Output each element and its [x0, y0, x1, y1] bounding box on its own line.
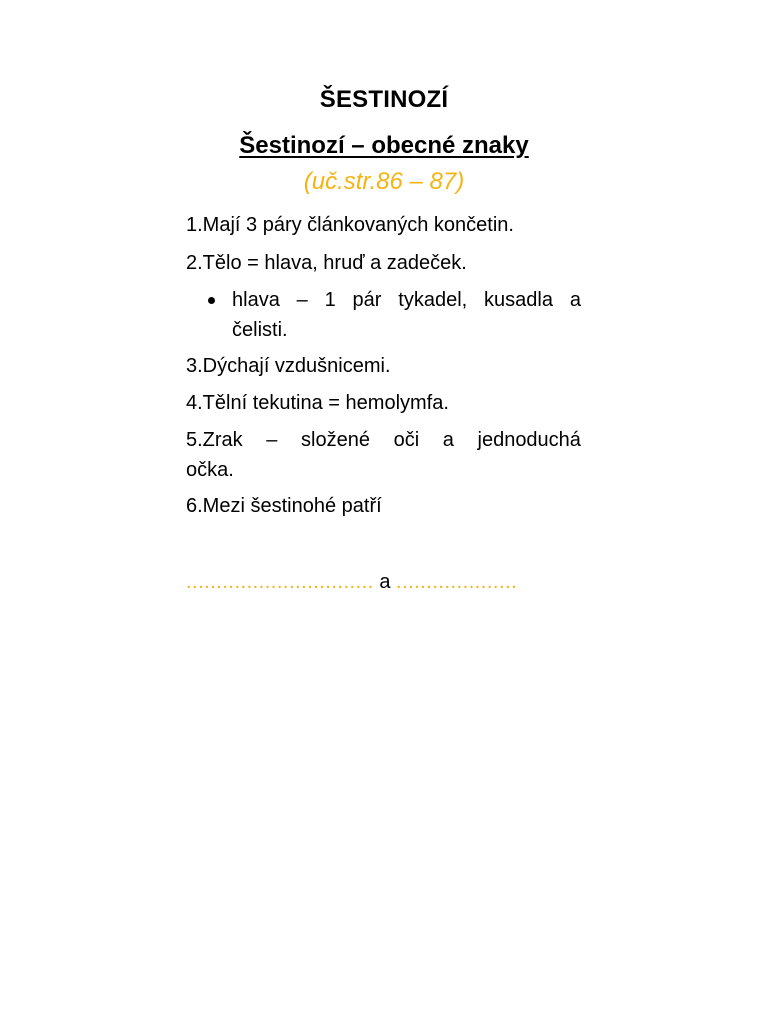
fill-in-blank-2[interactable]: ....................	[396, 571, 518, 593]
section-heading: Šestinozí – obecné znaky	[239, 132, 529, 159]
list-item-2: 2.Tělo = hlava, hruď a zadeček.	[186, 252, 467, 274]
list-item-5-line-1	[186, 427, 581, 457]
bullet-text	[232, 287, 581, 343]
bullet-word: tykadel,	[398, 289, 468, 311]
item5-word: a	[442, 429, 454, 451]
list-item-3: 3.Dýchají vzdušnicemi.	[186, 355, 391, 377]
list-item-5-line-2: očka.	[186, 459, 234, 481]
list-item-5	[186, 427, 581, 483]
bullet-word: –	[296, 289, 308, 311]
bullet-word: kusadla	[484, 289, 553, 311]
item5-word: –	[266, 429, 278, 451]
bullet-word: pár	[352, 289, 382, 311]
bullet-dot-icon	[208, 297, 215, 304]
bullet-word: hlava	[232, 289, 280, 311]
list-item-6: 6.Mezi šestinohé patří	[186, 495, 382, 517]
list-item-1: 1.Mají 3 páry článkovaných končetin.	[186, 214, 514, 236]
fill-in-line	[186, 569, 517, 595]
bullet-word: a	[569, 289, 581, 311]
bullet-line-1	[232, 287, 581, 317]
bullet-word: 1	[324, 289, 336, 311]
fill-in-connector: a	[379, 571, 391, 593]
item5-word: jednoduchá	[477, 429, 581, 451]
page-title: ŠESTINOZÍ	[319, 86, 449, 113]
item5-word: oči	[393, 429, 420, 451]
bullet-line-2: čelisti.	[232, 319, 288, 341]
item5-word: 5.Zrak	[186, 429, 243, 451]
list-item-4: 4.Tělní tekutina = hemolymfa.	[186, 392, 449, 414]
textbook-reference: (uč.str.86 – 87)	[303, 168, 465, 195]
fill-in-blank-1[interactable]: ...............................	[186, 571, 374, 593]
item5-word: složené	[301, 429, 370, 451]
